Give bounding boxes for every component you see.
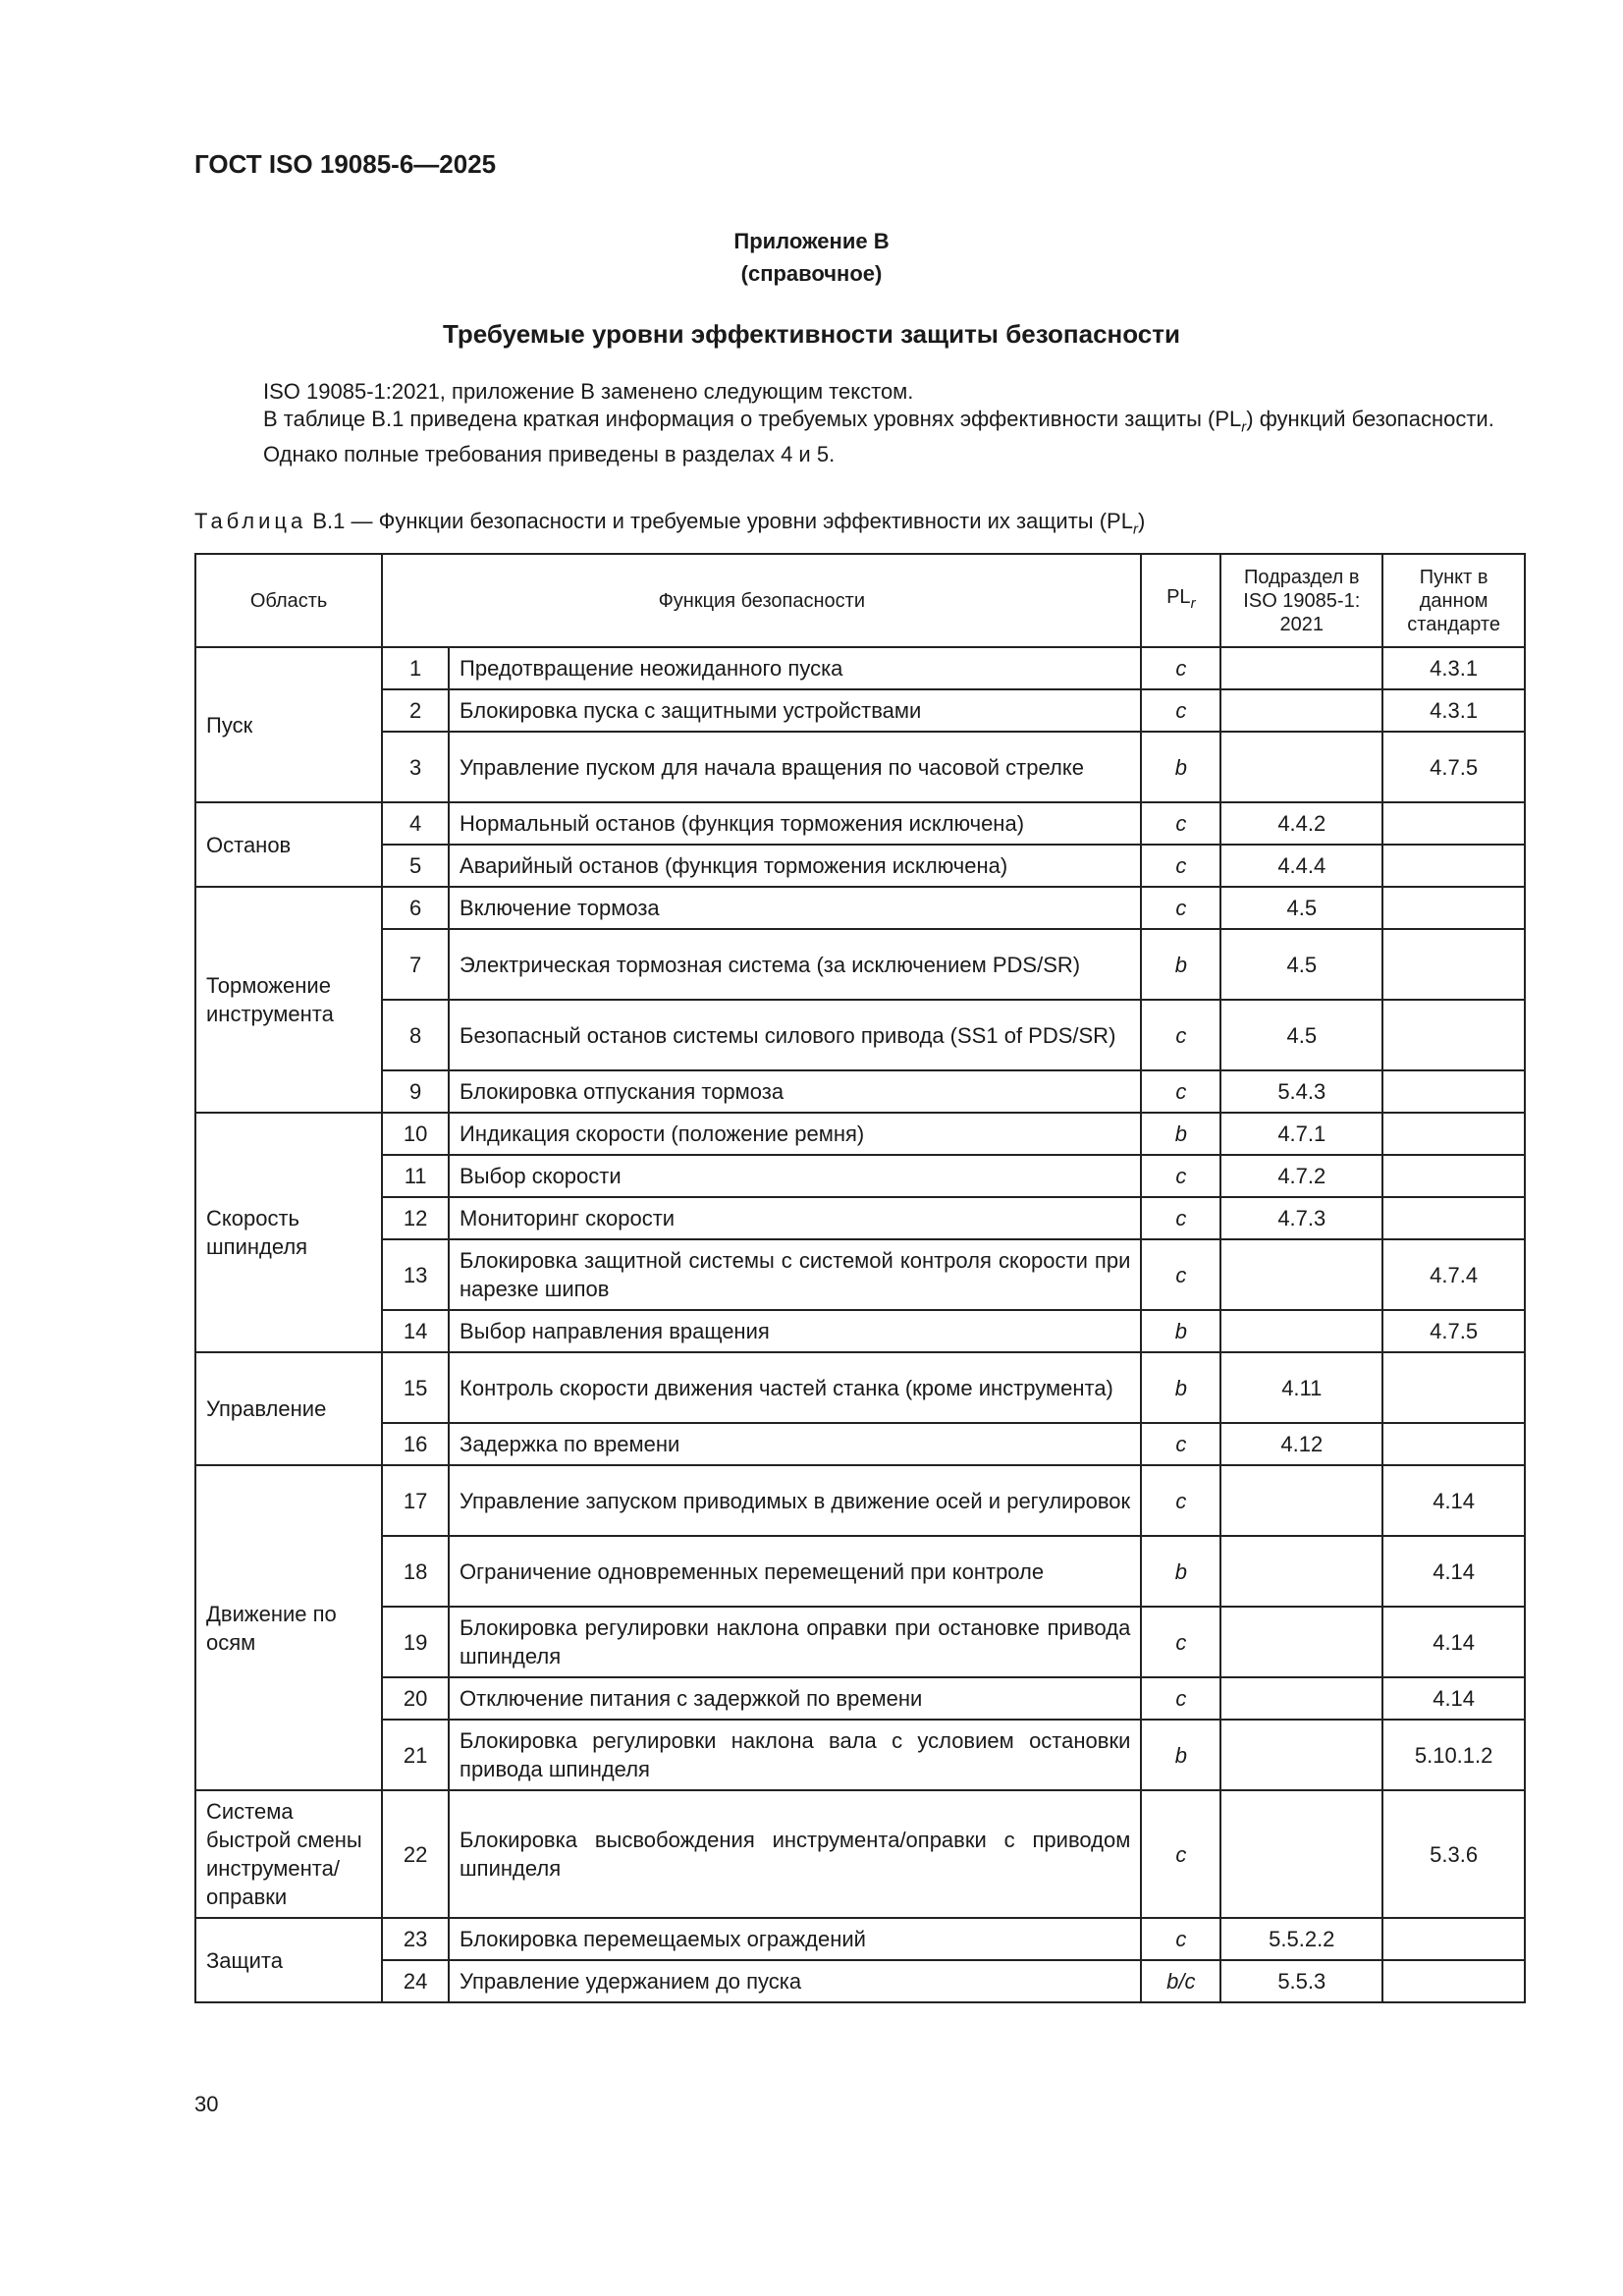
- table-row: [195, 1423, 1525, 1465]
- function-cell: Индикация скорости (положение ремня): [449, 1113, 1141, 1155]
- subclause-cell: 4.5: [1220, 1000, 1382, 1070]
- pl-cell: b: [1141, 1720, 1220, 1790]
- pl-cell: c: [1141, 1607, 1220, 1677]
- area-cell: Пуск: [195, 647, 382, 802]
- clause-cell: [1382, 929, 1525, 1000]
- table-row: [195, 647, 1525, 689]
- clause-cell: [1382, 1423, 1525, 1465]
- clause-cell: 4.7.4: [1382, 1239, 1525, 1310]
- row-number-cell: 1: [382, 647, 449, 689]
- table-row: [195, 845, 1525, 887]
- subclause-cell: 4.4.4: [1220, 845, 1382, 887]
- function-cell: Контроль скорости движения частей станка (кроме инструмента): [449, 1352, 1141, 1423]
- row-number-cell: 22: [382, 1790, 449, 1918]
- pl-cell: c: [1141, 1070, 1220, 1113]
- function-cell: Выбор направления вращения: [449, 1310, 1141, 1352]
- subclause-cell: 4.11: [1220, 1352, 1382, 1423]
- clause-cell: 5.10.1.2: [1382, 1720, 1525, 1790]
- pl-cell: c: [1141, 1155, 1220, 1197]
- function-cell: Блокировка пуска с защитными устройствами: [449, 689, 1141, 732]
- annex-heading: [0, 225, 1623, 290]
- area-cell: Скорость шпинделя: [195, 1113, 382, 1352]
- subclause-cell: [1220, 1607, 1382, 1677]
- pl-cell: c: [1141, 1197, 1220, 1239]
- intro-paragraph-3: Однако полные требования приведены в разделах 4 и 5.: [263, 442, 836, 467]
- table-row: [195, 887, 1525, 929]
- header-area: Область: [195, 554, 382, 647]
- pl-cell: b: [1141, 1352, 1220, 1423]
- row-number-cell: 20: [382, 1677, 449, 1720]
- table-row: [195, 1960, 1525, 2002]
- safety-functions-table: [194, 553, 1526, 2003]
- function-cell: Предотвращение неожиданного пуска: [449, 647, 1141, 689]
- pl-cell: b: [1141, 929, 1220, 1000]
- table-row: [195, 1720, 1525, 1790]
- row-number-cell: 16: [382, 1423, 449, 1465]
- header-subclause: Подраздел в ISO 19085-1: 2021: [1220, 554, 1382, 647]
- row-number-cell: 3: [382, 732, 449, 802]
- subclause-cell: [1220, 1677, 1382, 1720]
- header-function: Функция безопасности: [382, 554, 1141, 647]
- pl-cell: b: [1141, 1310, 1220, 1352]
- area-cell: Управление: [195, 1352, 382, 1465]
- subclause-cell: 5.5.3: [1220, 1960, 1382, 2002]
- clause-cell: 4.3.1: [1382, 647, 1525, 689]
- table-row: [195, 1000, 1525, 1070]
- subclause-cell: 4.7.2: [1220, 1155, 1382, 1197]
- pl-cell: c: [1141, 647, 1220, 689]
- clause-cell: 4.7.5: [1382, 1310, 1525, 1352]
- table-row: [195, 1113, 1525, 1155]
- row-number-cell: 9: [382, 1070, 449, 1113]
- area-cell: Движение по осям: [195, 1465, 382, 1790]
- subclause-cell: 5.5.2.2: [1220, 1918, 1382, 1960]
- table-row: [195, 1239, 1525, 1310]
- clause-cell: 4.14: [1382, 1607, 1525, 1677]
- area-cell: Торможение инструмента: [195, 887, 382, 1113]
- clause-cell: 5.3.6: [1382, 1790, 1525, 1918]
- table-row: [195, 1155, 1525, 1197]
- function-cell: Задержка по времени: [449, 1423, 1141, 1465]
- area-cell: Защита: [195, 1918, 382, 2002]
- row-number-cell: 19: [382, 1607, 449, 1677]
- clause-cell: [1382, 1960, 1525, 2002]
- function-cell: Включение тормоза: [449, 887, 1141, 929]
- intro-paragraph-2: В таблице В.1 приведена краткая информация о требуемых уровнях эффективности защиты $(PL_r)$ функций безопасности.: [263, 407, 1494, 436]
- pl-cell: c: [1141, 887, 1220, 929]
- table-row: [195, 1607, 1525, 1677]
- function-cell: Выбор скорости: [449, 1155, 1141, 1197]
- clause-cell: [1382, 1197, 1525, 1239]
- row-number-cell: 5: [382, 845, 449, 887]
- clause-cell: [1382, 1113, 1525, 1155]
- row-number-cell: 15: [382, 1352, 449, 1423]
- header-pl: $PL_r$: [1141, 554, 1220, 647]
- function-cell: Блокировка перемещаемых ограждений: [449, 1918, 1141, 1960]
- row-number-cell: 12: [382, 1197, 449, 1239]
- pl-cell: c: [1141, 689, 1220, 732]
- row-number-cell: 23: [382, 1918, 449, 1960]
- function-cell: Отключение питания с задержкой по времени: [449, 1677, 1141, 1720]
- clause-cell: [1382, 1155, 1525, 1197]
- clause-cell: [1382, 1000, 1525, 1070]
- table-row: [195, 1197, 1525, 1239]
- pl-cell: c: [1141, 802, 1220, 845]
- clause-cell: 4.7.5: [1382, 732, 1525, 802]
- clause-cell: [1382, 1352, 1525, 1423]
- row-number-cell: 7: [382, 929, 449, 1000]
- page-number: 30: [194, 2092, 219, 2116]
- pl-cell: c: [1141, 845, 1220, 887]
- pl-cell: c: [1141, 1790, 1220, 1918]
- intro-paragraph-1: ISO 19085-1:2021, приложение В заменено следующим текстом.: [263, 379, 914, 404]
- function-cell: Ограничение одновременных перемещений при контроле: [449, 1536, 1141, 1607]
- table-row: [195, 1465, 1525, 1536]
- subclause-cell: 4.12: [1220, 1423, 1382, 1465]
- pl-cell: c: [1141, 1677, 1220, 1720]
- pl-cell: b: [1141, 732, 1220, 802]
- pl-cell: c: [1141, 1000, 1220, 1070]
- row-number-cell: 18: [382, 1536, 449, 1607]
- header-clause: Пункт в данном стандарте: [1382, 554, 1525, 647]
- clause-cell: [1382, 887, 1525, 929]
- intro-text: [194, 378, 1525, 468]
- function-cell: Управление удержанием до пуска: [449, 1960, 1141, 2002]
- row-number-cell: 21: [382, 1720, 449, 1790]
- function-cell: Безопасный останов системы силового привода (SS1 of PDS/SR): [449, 1000, 1141, 1070]
- clause-cell: [1382, 802, 1525, 845]
- table-row: [195, 1536, 1525, 1607]
- function-cell: Блокировка регулировки наклона оправки при остановке привода шпинделя: [449, 1607, 1141, 1677]
- row-number-cell: 4: [382, 802, 449, 845]
- function-cell: Электрическая тормозная система (за исключением PDS/SR): [449, 929, 1141, 1000]
- table-row: [195, 1790, 1525, 1918]
- clause-cell: 4.14: [1382, 1677, 1525, 1720]
- table-header-row: [195, 554, 1525, 647]
- table-row: [195, 689, 1525, 732]
- pl-cell: c: [1141, 1239, 1220, 1310]
- subclause-cell: [1220, 689, 1382, 732]
- subclause-cell: [1220, 1790, 1382, 1918]
- subclause-cell: [1220, 1310, 1382, 1352]
- pl-cell: c: [1141, 1465, 1220, 1536]
- pl-cell: c: [1141, 1423, 1220, 1465]
- clause-cell: 4.3.1: [1382, 689, 1525, 732]
- function-cell: Аварийный останов (функция торможения исключена): [449, 845, 1141, 887]
- subclause-cell: [1220, 732, 1382, 802]
- table-row: [195, 1352, 1525, 1423]
- row-number-cell: 2: [382, 689, 449, 732]
- function-cell: Управление пуском для начала вращения по часовой стрелке: [449, 732, 1141, 802]
- function-cell: Нормальный останов (функция торможения исключена): [449, 802, 1141, 845]
- pl-cell: b/c: [1141, 1960, 1220, 2002]
- clause-cell: 4.14: [1382, 1536, 1525, 1607]
- row-number-cell: 17: [382, 1465, 449, 1536]
- subclause-cell: [1220, 1720, 1382, 1790]
- table-row: [195, 802, 1525, 845]
- pl-cell: c: [1141, 1918, 1220, 1960]
- row-number-cell: 14: [382, 1310, 449, 1352]
- row-number-cell: 24: [382, 1960, 449, 2002]
- function-cell: Блокировка регулировки наклона вала с условием остановки привода шпинделя: [449, 1720, 1141, 1790]
- subclause-cell: 4.7.1: [1220, 1113, 1382, 1155]
- function-cell: Блокировка отпускания тормоза: [449, 1070, 1141, 1113]
- row-number-cell: 11: [382, 1155, 449, 1197]
- clause-cell: [1382, 1070, 1525, 1113]
- table-row: [195, 1310, 1525, 1352]
- table-caption: Таблица В.1 — Функции безопасности и требуемые уровни эффективности их защиты $(PL_r)$: [194, 509, 1146, 538]
- subclause-cell: 5.4.3: [1220, 1070, 1382, 1113]
- function-cell: Управление запуском приводимых в движение осей и регулировок: [449, 1465, 1141, 1536]
- table-row: [195, 1677, 1525, 1720]
- table-row: [195, 1070, 1525, 1113]
- table-row: [195, 732, 1525, 802]
- annex-type: (справочное): [740, 261, 883, 286]
- annex-label: Приложение В: [733, 229, 890, 253]
- clause-cell: [1382, 845, 1525, 887]
- area-cell: Система быстрой смены инструмента/оправки: [195, 1790, 382, 1918]
- subclause-cell: 4.5: [1220, 887, 1382, 929]
- table-row: [195, 1918, 1525, 1960]
- function-cell: Мониторинг скорости: [449, 1197, 1141, 1239]
- subclause-cell: [1220, 1465, 1382, 1536]
- subclause-cell: 4.7.3: [1220, 1197, 1382, 1239]
- row-number-cell: 6: [382, 887, 449, 929]
- subclause-cell: [1220, 1536, 1382, 1607]
- table-body: [195, 647, 1525, 2002]
- table-row: [195, 929, 1525, 1000]
- subclause-cell: [1220, 647, 1382, 689]
- subclause-cell: 4.5: [1220, 929, 1382, 1000]
- function-cell: Блокировка высвобождения инструмента/оправки с приводом шпинделя: [449, 1790, 1141, 1918]
- pl-cell: b: [1141, 1113, 1220, 1155]
- pl-cell: b: [1141, 1536, 1220, 1607]
- row-number-cell: 13: [382, 1239, 449, 1310]
- row-number-cell: 10: [382, 1113, 449, 1155]
- annex-title: Требуемые уровни эффективности защиты безопасности: [443, 319, 1180, 349]
- clause-cell: 4.14: [1382, 1465, 1525, 1536]
- subclause-cell: [1220, 1239, 1382, 1310]
- row-number-cell: 8: [382, 1000, 449, 1070]
- clause-cell: [1382, 1918, 1525, 1960]
- document-code: ГОСТ ISO 19085-6—2025: [194, 149, 497, 179]
- function-cell: Блокировка защитной системы с системой контроля скорости при нарезке шипов: [449, 1239, 1141, 1310]
- area-cell: Останов: [195, 802, 382, 887]
- subclause-cell: 4.4.2: [1220, 802, 1382, 845]
